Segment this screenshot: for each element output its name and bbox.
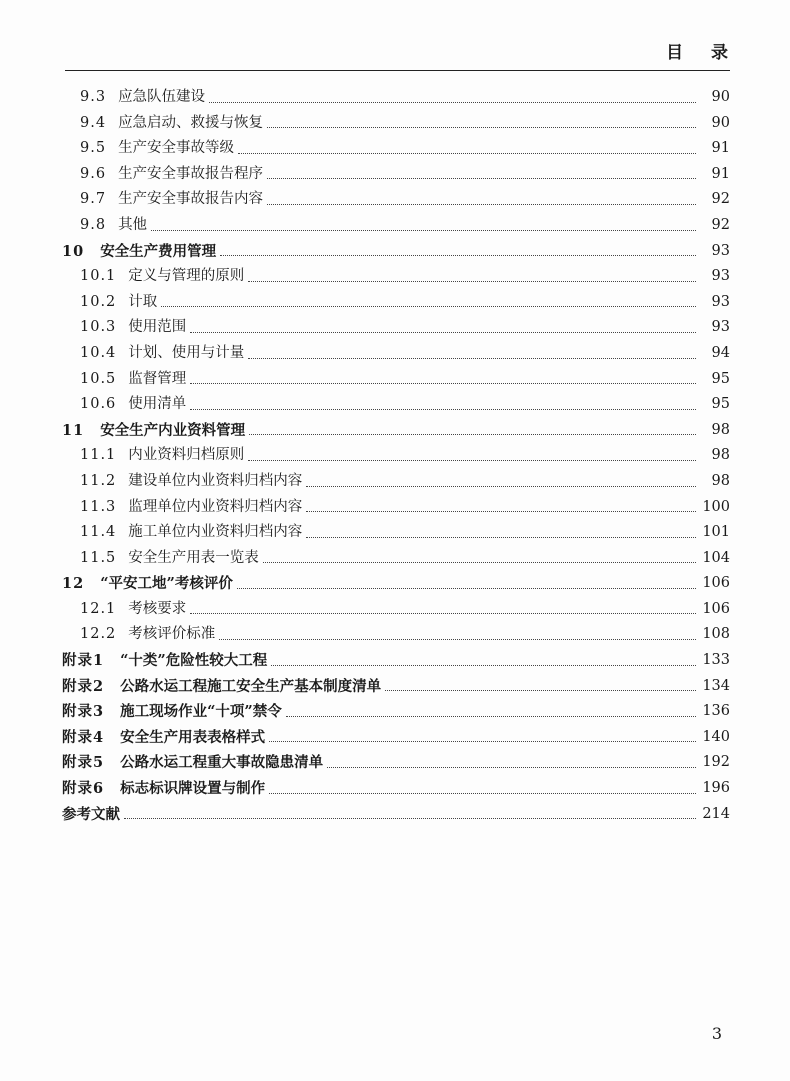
toc-chapter-entry (62, 674, 730, 700)
toc-section-entry (62, 85, 730, 111)
dot-leader (209, 102, 696, 103)
toc-entry-number: 10.2 (80, 293, 117, 310)
dot-leader (220, 255, 696, 256)
toc-entry-title: 公路水运工程施工安全生产基本制度清单 (120, 677, 382, 695)
toc-entry-page: 90 (711, 114, 730, 131)
toc-chapter-entry (62, 802, 730, 828)
dot-leader (267, 204, 696, 205)
toc-entry-page: 140 (702, 728, 730, 745)
toc-entry-page: 94 (711, 344, 730, 361)
toc-entry-title: 监督管理 (128, 370, 187, 387)
toc-entry-number: 附录5 (62, 754, 105, 772)
toc-section-entry (62, 392, 730, 418)
toc-section-entry (62, 162, 730, 188)
dot-leader (249, 434, 696, 435)
toc-entry-page: 214 (702, 805, 730, 822)
toc-entry-title: 考核要求 (128, 600, 187, 617)
toc-section-entry (62, 111, 730, 137)
dot-leader (190, 613, 696, 614)
toc-section-entry (62, 443, 730, 469)
toc-chapter-entry (62, 750, 730, 776)
toc-entry-page: 192 (702, 754, 730, 771)
toc-entry-title: 安全生产用表表格样式 (120, 728, 266, 746)
toc-entry-number: 10.5 (80, 370, 117, 387)
toc-entry-page: 98 (711, 472, 730, 489)
toc-entry-page: 133 (702, 652, 730, 669)
toc-entry-page: 93 (711, 293, 730, 310)
toc-entry-title: 使用清单 (128, 396, 187, 413)
toc-section-entry (62, 264, 730, 290)
toc-entry-title: 建设单位内业资料归档内容 (128, 472, 303, 489)
toc-section-entry (62, 136, 730, 162)
toc-chapter-entry (62, 418, 730, 444)
dot-leader (248, 460, 696, 461)
toc-entry-page: 106 (702, 575, 730, 592)
toc-section-entry (62, 520, 730, 546)
toc-section-entry (62, 290, 730, 316)
toc-entry-page: 91 (711, 165, 730, 182)
toc-entry-page: 100 (702, 498, 730, 515)
dot-leader (237, 588, 696, 589)
dot-leader (306, 537, 696, 538)
toc-chapter-entry (62, 571, 730, 597)
toc-entry-page: 196 (702, 780, 730, 797)
toc-entry-number: 附录1 (62, 652, 105, 670)
toc-section-entry (62, 495, 730, 521)
toc-entry-number: 10.3 (80, 319, 117, 336)
toc-entry-page: 134 (702, 677, 730, 694)
toc-entry-number: 9.4 (80, 114, 107, 131)
page-number: 3 (711, 1024, 722, 1043)
toc-section-entry (62, 367, 730, 393)
dot-leader (306, 511, 696, 512)
toc-entry-title: 安全生产用表一览表 (128, 549, 259, 566)
toc-entry-page: 98 (711, 421, 730, 438)
toc-entry-title: 标志标识牌设置与制作 (120, 780, 266, 798)
toc-entry-number: 10 (62, 242, 85, 260)
dot-leader (219, 639, 696, 640)
toc-entry-page: 93 (711, 319, 730, 336)
toc-entry-title: 生产安全事故等级 (118, 140, 235, 157)
toc-entry-number: 11.3 (80, 498, 117, 515)
toc-entry-page: 93 (711, 242, 730, 259)
dot-leader (327, 767, 696, 768)
toc-entry-title: “十类”危险性较大工程 (120, 652, 268, 670)
toc-section-entry (62, 213, 730, 239)
toc-entry-title: 公路水运工程重大事故隐患清单 (120, 754, 324, 772)
dot-leader (190, 383, 696, 384)
toc-section-entry (62, 187, 730, 213)
toc-entry-number: 附录6 (62, 780, 105, 798)
toc-entry-title: 使用范围 (128, 319, 187, 336)
dot-leader (238, 153, 696, 154)
dot-leader (263, 562, 696, 563)
toc-chapter-entry (62, 776, 730, 802)
toc-entry-title: 生产安全事故报告程序 (118, 165, 264, 182)
toc-entry-title: 施工现场作业“十项”禁令 (120, 703, 282, 721)
toc-entry-number: 11.1 (80, 447, 117, 464)
toc-section-entry (62, 469, 730, 495)
dot-leader (306, 486, 696, 487)
dot-leader (151, 230, 696, 231)
dot-leader (248, 281, 696, 282)
header-rule (65, 70, 730, 71)
dot-leader (267, 178, 696, 179)
toc-entry-number: 附录3 (62, 703, 105, 721)
dot-leader (124, 818, 696, 819)
toc-entry-number: 11 (62, 421, 85, 439)
toc-entry-page: 92 (711, 191, 730, 208)
toc-section-entry (62, 315, 730, 341)
toc-entry-number: 9.8 (80, 216, 107, 233)
toc-entry-number: 9.6 (80, 165, 107, 182)
toc-entry-number: 9.7 (80, 191, 107, 208)
toc-entry-title: 其他 (118, 216, 148, 233)
toc-entry-number: 11.5 (80, 549, 117, 566)
toc-entry-title: 施工单位内业资料归档内容 (128, 524, 303, 541)
toc-entry-title: 计取 (128, 293, 158, 310)
toc-entry-title: 计划、使用与计量 (128, 344, 245, 361)
dot-leader (269, 793, 696, 794)
toc-entry-number: 9.5 (80, 140, 107, 157)
dot-leader (161, 306, 696, 307)
table-of-contents (62, 85, 730, 827)
toc-entry-page: 90 (711, 89, 730, 105)
toc-chapter-entry (62, 648, 730, 674)
toc-entry-page: 136 (702, 703, 730, 720)
toc-entry-number: 12.2 (80, 626, 117, 643)
toc-entry-title: 监理单位内业资料归档内容 (128, 498, 303, 515)
toc-entry-title: “平安工地”考核评价 (100, 575, 233, 593)
toc-entry-title: 安全生产费用管理 (100, 242, 217, 260)
toc-entry-page: 95 (711, 370, 730, 387)
dot-leader (286, 716, 696, 717)
toc-section-entry (62, 341, 730, 367)
toc-entry-title: 参考文献 (62, 805, 120, 823)
toc-entry-title: 内业资料归档原则 (128, 447, 245, 464)
toc-chapter-entry (62, 699, 730, 725)
toc-section-entry (62, 622, 730, 648)
toc-section-entry (62, 597, 730, 623)
dot-leader (190, 409, 696, 410)
toc-entry-page: 104 (702, 549, 730, 566)
toc-entry-number: 12.1 (80, 600, 117, 617)
toc-entry-number: 附录2 (62, 677, 105, 695)
dot-leader (271, 665, 696, 666)
toc-entry-number: 12 (62, 575, 85, 593)
toc-entry-title: 定义与管理的原则 (128, 268, 245, 285)
running-header-title: 目 录 (666, 43, 728, 63)
toc-section-entry (62, 546, 730, 572)
toc-entry-title: 应急启动、救援与恢复 (118, 114, 264, 131)
toc-entry-number: 9.3 (80, 89, 107, 105)
toc-entry-title: 应急队伍建设 (118, 89, 206, 105)
toc-entry-number: 10.1 (80, 268, 117, 285)
dot-leader (267, 127, 696, 128)
toc-entry-number: 11.4 (80, 524, 117, 541)
toc-entry-number: 11.2 (80, 472, 117, 489)
toc-entry-page: 93 (711, 268, 730, 285)
dot-leader (269, 741, 696, 742)
toc-entry-page: 98 (711, 447, 730, 464)
toc-entry-page: 91 (711, 140, 730, 157)
dot-leader (248, 358, 696, 359)
toc-entry-title: 生产安全事故报告内容 (118, 191, 264, 208)
toc-entry-title: 考核评价标准 (128, 626, 216, 643)
toc-entry-page: 92 (711, 216, 730, 233)
toc-entry-page: 108 (702, 626, 730, 643)
toc-entry-page: 106 (702, 600, 730, 617)
toc-entry-number: 10.6 (80, 396, 117, 413)
dot-leader (190, 332, 696, 333)
toc-entry-page: 95 (711, 396, 730, 413)
dot-leader (385, 690, 696, 691)
toc-entry-page: 101 (702, 524, 730, 541)
toc-entry-title: 安全生产内业资料管理 (100, 421, 246, 439)
toc-entry-number: 附录4 (62, 728, 105, 746)
toc-entry-number: 10.4 (80, 344, 117, 361)
toc-chapter-entry (62, 725, 730, 751)
toc-chapter-entry (62, 239, 730, 265)
